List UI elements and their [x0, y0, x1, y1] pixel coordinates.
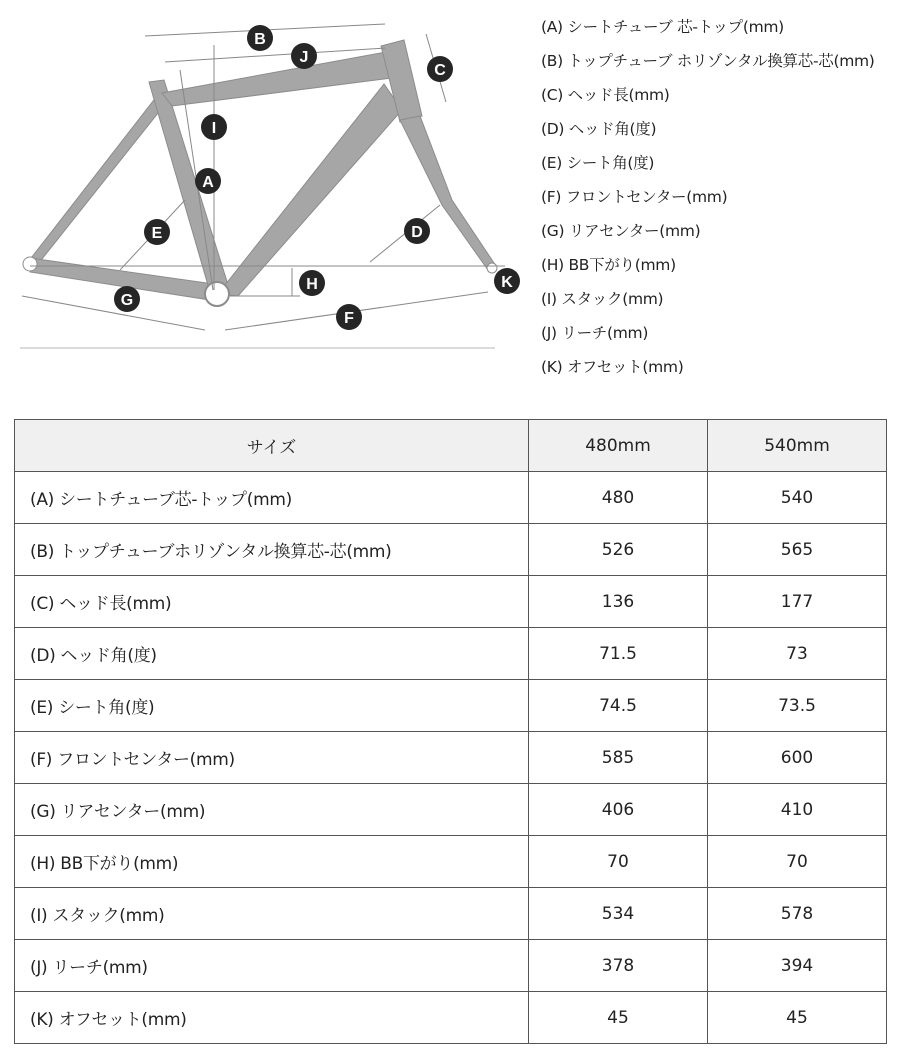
marker-h-label: H [306, 276, 318, 293]
table-row [15, 992, 887, 1044]
cell-540: 70 [708, 836, 887, 888]
marker-i-label: I [211, 120, 217, 137]
legend-item-k: (K) オフセット(mm) [541, 358, 684, 376]
header-540: 540mm [708, 420, 887, 472]
front-dropout [487, 263, 497, 273]
legend-item-d: (D) ヘッド角(度) [541, 120, 657, 138]
table-row [15, 680, 887, 732]
cell-480: 74.5 [529, 680, 708, 732]
legend-item-h: (H) BB下がり(mm) [541, 256, 676, 274]
fork [400, 116, 496, 270]
bottom-bracket [205, 282, 229, 306]
legend-item-g: (G) リアセンター(mm) [541, 222, 701, 240]
geometry-table [14, 419, 887, 1044]
row-label: (I) スタック(mm) [15, 888, 529, 940]
cell-480: 45 [529, 992, 708, 1044]
row-label: (K) オフセット(mm) [15, 992, 529, 1044]
cell-540: 410 [708, 784, 887, 836]
legend-item-b: (B) トップチューブ ホリゾンタル換算芯-芯(mm) [541, 52, 875, 70]
legend-item-e: (E) シート角(度) [541, 154, 655, 172]
marker-h [299, 270, 325, 296]
row-label: (D) ヘッド角(度) [15, 628, 529, 680]
dimension-legend [541, 14, 896, 388]
table-row [15, 836, 887, 888]
marker-k [494, 268, 520, 294]
marker-g-label: G [120, 292, 134, 309]
table-row [15, 472, 887, 524]
header-size: サイズ [15, 420, 529, 472]
row-label: (G) リアセンター(mm) [15, 784, 529, 836]
row-label: (A) シートチューブ芯-トップ(mm) [15, 472, 529, 524]
cell-540: 600 [708, 732, 887, 784]
legend-item-f: (F) フロントセンター(mm) [541, 188, 728, 206]
row-label: (C) ヘッド長(mm) [15, 576, 529, 628]
table-row [15, 940, 887, 992]
cell-480: 526 [529, 524, 708, 576]
marker-a-label: A [202, 174, 214, 191]
marker-j [291, 43, 317, 69]
down-tube [218, 84, 402, 296]
row-label: (F) フロントセンター(mm) [15, 732, 529, 784]
cell-540: 177 [708, 576, 887, 628]
marker-c-label: C [434, 62, 446, 79]
frame-diagram-svg [0, 0, 520, 390]
table-row [15, 888, 887, 940]
marker-d-label: D [411, 224, 423, 241]
marker-e-label: E [151, 225, 163, 242]
cell-480: 136 [529, 576, 708, 628]
cell-540: 394 [708, 940, 887, 992]
table-row [15, 524, 887, 576]
marker-k-label: K [501, 274, 513, 291]
marker-e [144, 219, 170, 245]
cell-480: 70 [529, 836, 708, 888]
rear-dropout [23, 257, 37, 271]
legend-item-i: (I) スタック(mm) [541, 290, 664, 308]
legend-item-c: (C) ヘッド長(mm) [541, 86, 670, 104]
cell-480: 378 [529, 940, 708, 992]
legend-item-j: (J) リーチ(mm) [541, 324, 649, 342]
row-label: (E) シート角(度) [15, 680, 529, 732]
table-row [15, 628, 887, 680]
cell-540: 73 [708, 628, 887, 680]
table-row [15, 576, 887, 628]
header-480: 480mm [529, 420, 708, 472]
cell-480: 534 [529, 888, 708, 940]
marker-d [404, 218, 430, 244]
cell-540: 578 [708, 888, 887, 940]
marker-b-label: B [254, 31, 266, 48]
cell-480: 71.5 [529, 628, 708, 680]
cell-480: 480 [529, 472, 708, 524]
cell-540: 540 [708, 472, 887, 524]
cell-540: 45 [708, 992, 887, 1044]
cell-480: 406 [529, 784, 708, 836]
marker-c [427, 56, 453, 82]
marker-i [201, 114, 227, 140]
marker-f-label: F [344, 310, 354, 327]
row-label: (J) リーチ(mm) [15, 940, 529, 992]
marker-a [195, 168, 221, 194]
seat-stay [28, 96, 166, 264]
marker-b [247, 25, 273, 51]
marker-f [336, 304, 362, 330]
legend-item-a: (A) シートチューブ 芯-トップ(mm) [541, 18, 784, 36]
row-label: (H) BB下がり(mm) [15, 836, 529, 888]
marker-g [114, 286, 140, 312]
row-label: (B) トップチューブホリゾンタル換算芯-芯(mm) [15, 524, 529, 576]
frame-geometry-diagram [0, 0, 520, 390]
table-header-row [15, 420, 887, 472]
cell-540: 73.5 [708, 680, 887, 732]
cell-480: 585 [529, 732, 708, 784]
marker-j-label: J [299, 49, 309, 66]
cell-540: 565 [708, 524, 887, 576]
table-row [15, 732, 887, 784]
table-row [15, 784, 887, 836]
